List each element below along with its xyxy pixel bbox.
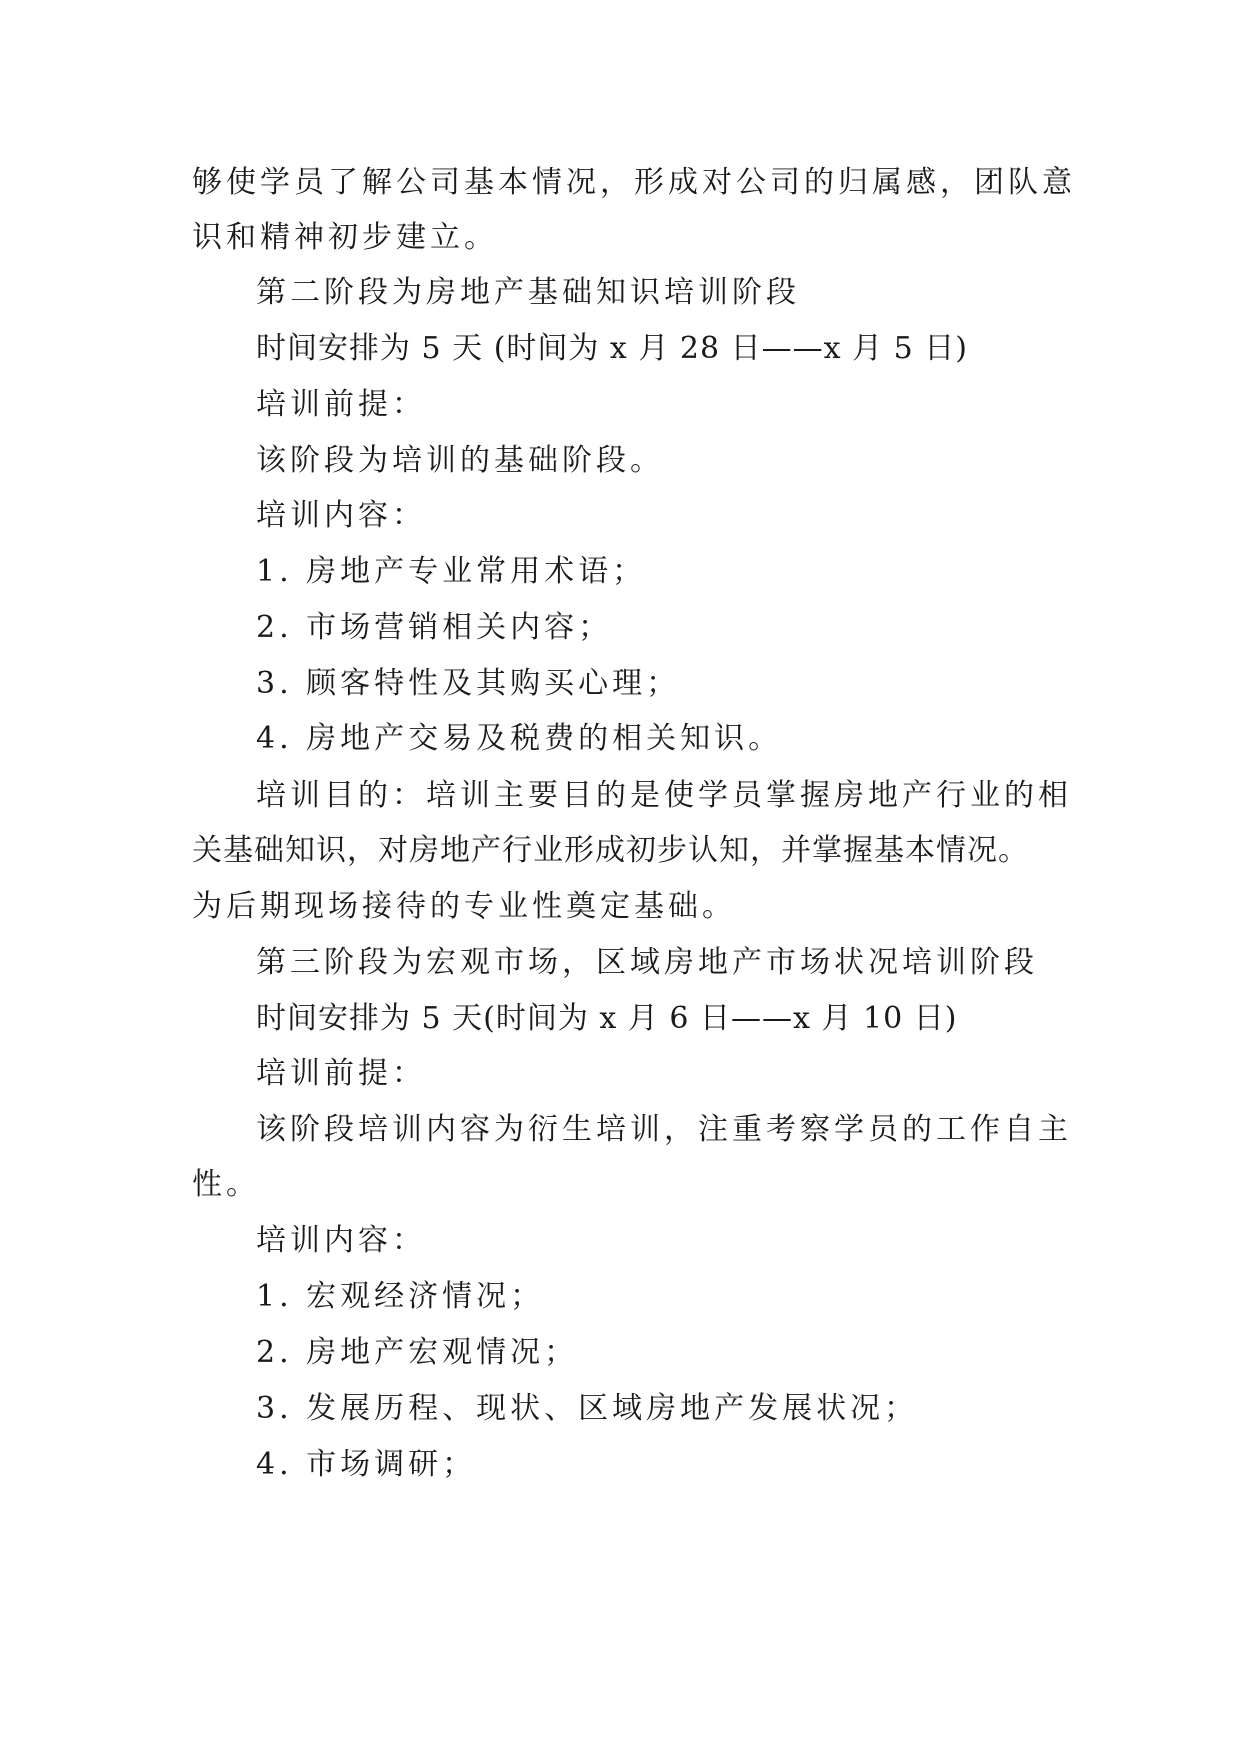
text-line: 识和精神初步建立。 — [192, 220, 498, 255]
text-line: 培训目的：培训主要目的是使学员掌握房地产行业的相 — [256, 778, 1072, 813]
text-line: 第三阶段为宏观市场，区域房地产市场状况培训阶段 — [256, 945, 1038, 980]
text-line: 培训内容： — [256, 1223, 426, 1258]
text-line: 培训前提： — [256, 1056, 426, 1091]
text-line: 1. 房地产专业常用术语； — [256, 554, 647, 589]
text-line: 该阶段培训内容为衍生培训，注重考察学员的工作自主 — [256, 1112, 1072, 1147]
text-line: 2. 市场营销相关内容； — [256, 610, 613, 645]
text-line: 1. 宏观经济情况； — [256, 1279, 545, 1314]
text-line: 时间安排为 5 天 (时间为 x 月 28 日——x 月 5 日) — [256, 331, 968, 366]
text-line: 培训前提： — [256, 387, 426, 422]
text-line: 性。 — [192, 1167, 260, 1202]
text-line: 关基础知识，对房地产行业形成初步认知，并掌握基本情况。 — [192, 833, 1029, 868]
text-line: 4. 市场调研； — [256, 1447, 477, 1482]
text-line: 4. 房地产交易及税费的相关知识。 — [256, 721, 783, 756]
text-line: 培训内容： — [256, 498, 426, 533]
text-line: 够使学员了解公司基本情况，形成对公司的归属感，团队意 — [192, 165, 1076, 200]
text-line: 为后期现场接待的专业性奠定基础。 — [192, 889, 736, 924]
text-line: 该阶段为培训的基础阶段。 — [256, 443, 664, 478]
text-line: 3. 发展历程、现状、区域房地产发展状况； — [256, 1391, 919, 1426]
text-line: 2. 房地产宏观情况； — [256, 1335, 579, 1370]
text-line: 时间安排为 5 天(时间为 x 月 6 日——x 月 10 日) — [256, 1001, 958, 1036]
text-line: 3. 顾客特性及其购买心理； — [256, 666, 681, 701]
text-line: 第二阶段为房地产基础知识培训阶段 — [256, 275, 800, 310]
